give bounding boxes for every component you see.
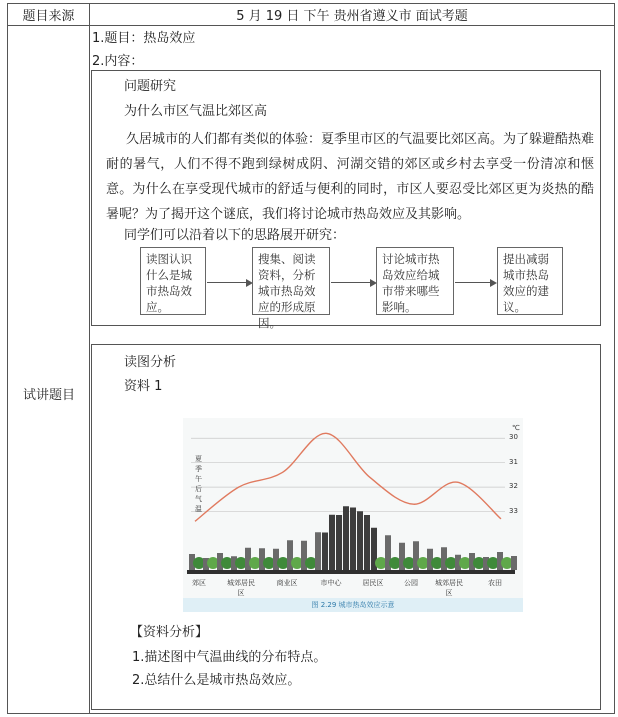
source-value: 5 月 19 日 下午 贵州省遵义市 面试考题 [90, 4, 614, 26]
material-label: 资料 1 [124, 379, 163, 394]
building [343, 506, 349, 570]
building [329, 515, 335, 570]
analysis-heading: 【资料分析】 [130, 625, 209, 640]
y-tick-label: 31 [509, 457, 518, 466]
building [245, 548, 251, 570]
building [364, 515, 370, 570]
heat-island-figure [183, 418, 523, 598]
flow-step-2: 搜集、阅读资料，分析城市热岛效应的形成原因。 [252, 247, 330, 315]
x-tick-label: 城郊居民区 [435, 579, 463, 597]
flow-arrow-icon [207, 279, 253, 287]
building [427, 549, 433, 570]
unit-label: ℃ [512, 424, 520, 432]
y-tick-label: 32 [509, 482, 518, 491]
city-skyline-icon [187, 506, 517, 574]
building [441, 547, 447, 570]
x-tick-label: 商业区 [276, 579, 298, 587]
question-2: 2.总结什么是城市热岛效应。 [132, 673, 301, 688]
x-tick-label: 公园 [404, 579, 418, 587]
research-title: 问题研究 [124, 79, 177, 94]
ground [187, 570, 515, 574]
left-column [8, 26, 90, 713]
temperature-chart [183, 418, 523, 598]
research-paragraph: 久居城市的人们都有类似的体验：夏季里市区的气温要比郊区高。为了躲避酷热难耐的暑气，人们不得不跑到绿树成阴、河湖交错的郊区或乡村去享受一份清凉和惬意。为什么在享受现代城市的舒适与便利的同时，市区人要忍受比郊区更为炎热的酷暑呢？为了揭开这个谜底，我们将讨论城市热岛效应及其影响。 [106, 132, 595, 222]
y-axis-label: 夏季午后气温 [195, 455, 202, 513]
building [273, 549, 279, 570]
figure-caption: 图 2.29 城市热岛效应示意 [183, 598, 523, 612]
research-subtitle: 为什么市区气温比郊区高 [124, 104, 268, 119]
flow-arrow-icon [455, 279, 497, 287]
y-tick-label: 30 [509, 433, 518, 442]
research-box [91, 70, 601, 330]
x-tick-label: 市中心 [320, 579, 342, 587]
flow-step-4: 提出减弱城市热岛效应的建议。 [497, 247, 563, 315]
building [511, 556, 517, 570]
x-tick-label: 郊区 [192, 579, 206, 587]
building [350, 508, 356, 571]
building [336, 515, 342, 570]
x-tick-label: 城郊居民区 [227, 579, 255, 597]
question-1: 1.描述图中气温曲线的分布特点。 [132, 650, 327, 665]
flow-step-1: 读图认识什么是城市热岛效应。 [140, 247, 206, 315]
topic-row-label: 试讲题目 [22, 388, 75, 403]
analysis-title: 读图分析 [124, 355, 177, 370]
source-header: 题目来源 [8, 4, 90, 26]
building [357, 511, 363, 570]
x-tick-label: 农田 [488, 579, 502, 587]
research-intro: 同学们可以沿着以下的思路展开研究： [124, 228, 346, 243]
flow-arrow-icon [331, 279, 377, 287]
topic-line: 1.题目：热岛效应 [92, 31, 196, 46]
x-tick-label: 居民区 [362, 579, 384, 587]
flow-step-3: 讨论城市热岛效应给城市带来哪些影响。 [376, 247, 454, 315]
building [259, 548, 265, 570]
content-line: 2.内容： [92, 54, 144, 69]
building [315, 532, 321, 570]
y-tick-label: 33 [509, 506, 518, 515]
building [322, 533, 328, 571]
